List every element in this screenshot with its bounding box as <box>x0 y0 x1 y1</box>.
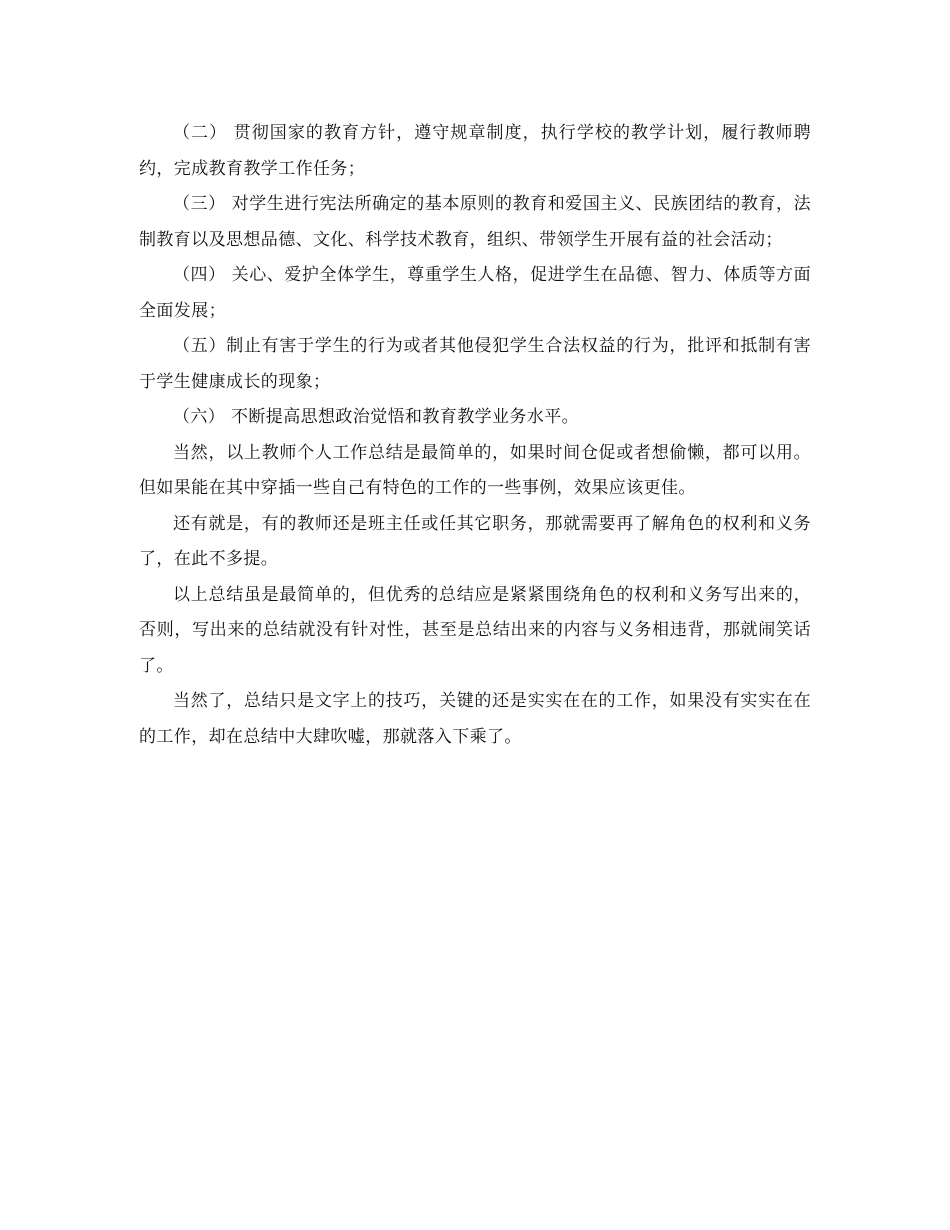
paragraph-conclusion: 当然了，总结只是文字上的技巧，关键的还是实实在在的工作，如果没有实实在在的工作，却在总结中大肆吹嘘，那就落入下乘了。 <box>139 691 811 747</box>
paragraph-duty-5: （五）制止有害于学生的行为或者其他侵犯学生合法权益的行为，批评和抵制有害于学生健康成长的现象； <box>139 336 811 392</box>
paragraph-duty-2: （二） 贯彻国家的教育方针，遵守规章制度，执行学校的教学计划，履行教师聘约，完成教育教学工作任务； <box>139 123 811 179</box>
document-body <box>139 116 811 755</box>
paragraph-duty-6: （六） 不断提高思想政治觉悟和教育教学业务水平。 <box>173 407 580 427</box>
paragraph-duty-4: （四） 关心、爱护全体学生，尊重学生人格，促进学生在品德、智力、体质等方面全面发展； <box>139 265 811 321</box>
paragraph-other-roles: 还有就是，有的教师还是班主任或任其它职务，那就需要再了解角色的权利和义务了，在此不多提。 <box>139 513 811 569</box>
paragraph-duty-3: （三） 对学生进行宪法所确定的基本原则的教育和爱国主义、民族团结的教育，法制教育以及思想品德、文化、科学技术教育，组织、带领学生开展有益的社会活动； <box>139 194 811 250</box>
paragraph-summary-simple: 当然，以上教师个人工作总结是最简单的，如果时间仓促或者想偷懒，都可以用。但如果能在其中穿插一些自己有特色的工作的一些事例，效果应该更佳。 <box>139 442 811 498</box>
paragraph-rights-duties: 以上总结虽是最简单的，但优秀的总结应是紧紧围绕角色的权利和义务写出来的，否则，写出来的总结就没有针对性，甚至是总结出来的内容与义务相违背，那就闹笑话了。 <box>139 584 811 676</box>
